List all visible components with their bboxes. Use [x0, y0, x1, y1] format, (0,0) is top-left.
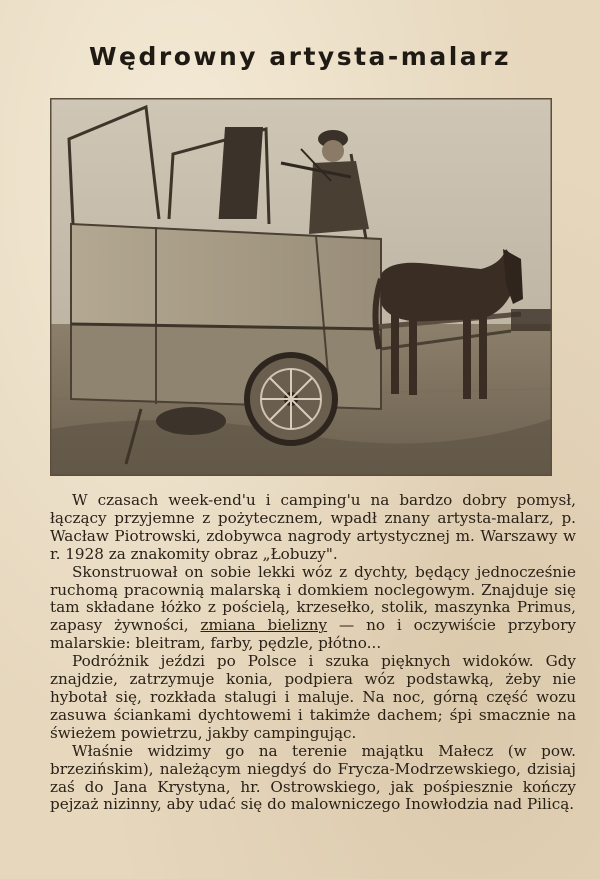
paragraph-2 [50, 564, 576, 654]
paragraph-3: Podróżnik jeździ po Polsce i szuka pięknych widoków. Gdy znajdzie, zatrzymuje konia, podpiera wóz podstawką, żeby nie hybotał się, rozkłada stalugi i maluje. Na noc, górną część wozu zasuwa ściankami dychtowemi i takimże dachem; śpi smacznie na świeżem powietrzu, jakby campingując. [50, 652, 576, 742]
article-body [50, 492, 576, 814]
paragraph-2-part-1: Skonstruował on sobie lekki wóz z dychty, będący jednocześnie ruchomą pracownią malarską i domkiem noclegowym. Znajduje się tam składane łóżko z pościelą, krzesełko, stolik, maszynka Primus, zapasy żywności, [50, 562, 576, 635]
paragraph-2-part-2: — no i oczywiście przybory malarskie: bleitram, farby, pędzle, płótno... [50, 616, 576, 653]
underlined-phrase: zmiana bielizny [200, 616, 328, 635]
painter-wagon-photo [51, 99, 551, 475]
article-title: Wędrowny artysta-malarz [88, 42, 512, 71]
paragraph-1: W czasach week-end'u i camping'u na bardzo dobry pomysł, łączący przyjemne z pożytecznem, wpadł znany artysta-malarz, p. Wacław Piotrowski, zdobywca nagrody artystycznej m. Warszawy w r. 1928 za znakomity obraz „Łobuzy". [50, 491, 576, 563]
paragraph-4: Właśnie widzimy go na terenie majątku Małecz (w pow. brzezińskim), należącym niegdyś do Frycza-Modrzewskiego, dzisiaj zaś do Jana Krystyna, hr. Ostrowskiego, jak pośpiesznie kończy pejzaż nizinny, aby udać się do malowniczego Inowłodzia nad Pilicą. [50, 741, 576, 814]
article-photo [50, 98, 552, 476]
